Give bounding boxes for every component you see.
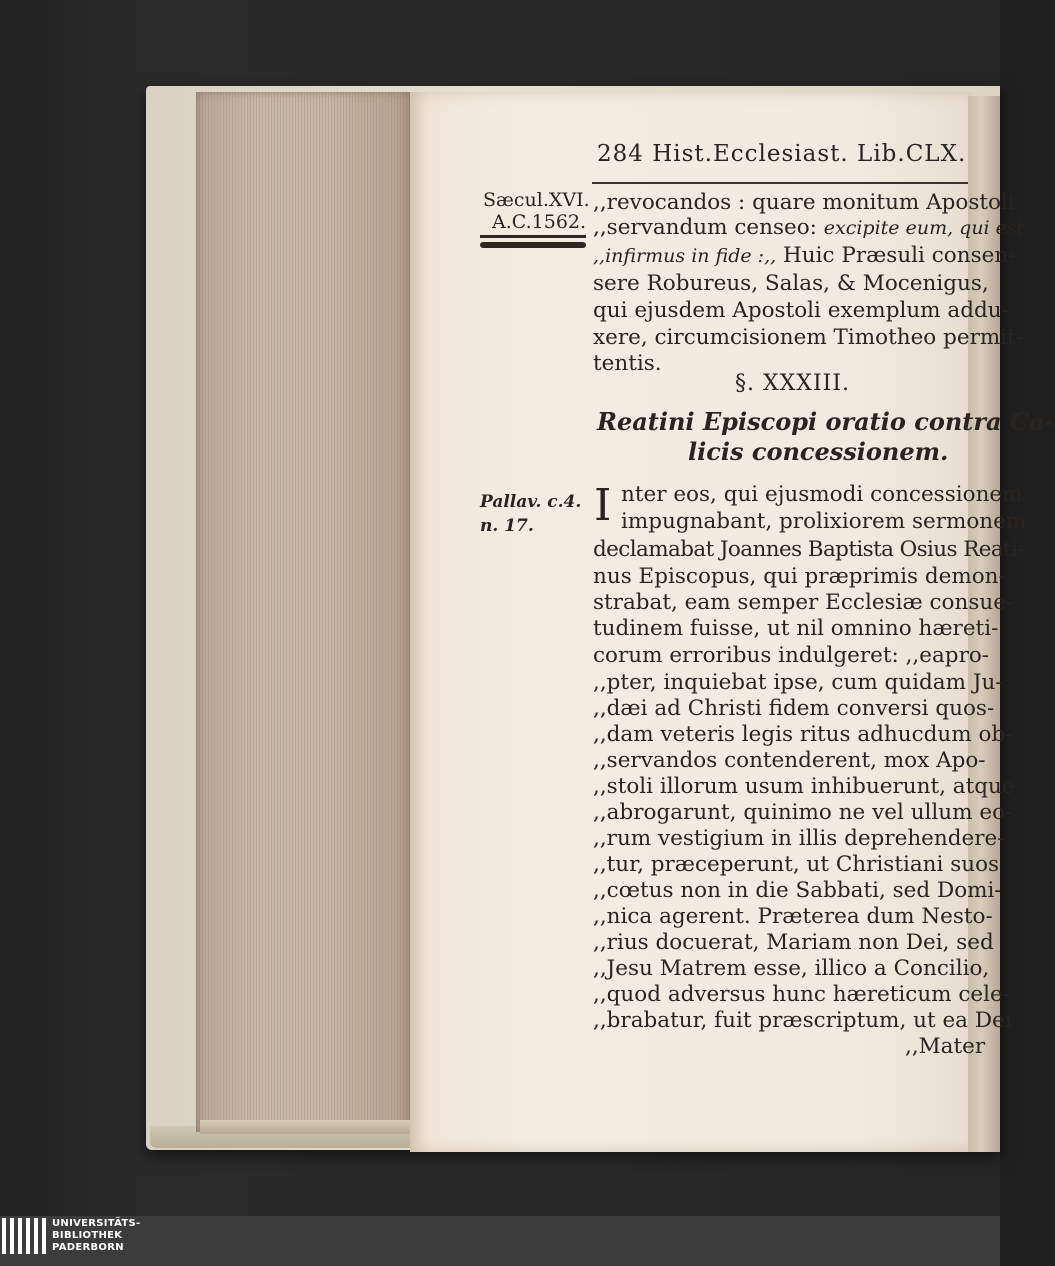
page-block-edges	[196, 92, 412, 1132]
text-line: ,,dam veteris legis ritus adhucdum ob-	[593, 722, 1013, 747]
text-line: ,,cœtus non in die Sabbati, sed Domi-	[593, 878, 1002, 903]
running-header: 284 Hist.Ecclesiast. Lib.CLX.	[597, 141, 967, 167]
text-line	[593, 217, 1024, 239]
text-line: ,,servandos contenderent, mox Apo-	[593, 748, 986, 773]
text-line: ,,revocandos : quare monitum Apostoli	[593, 190, 1015, 215]
text-line: sere Robureus, Salas, & Mocenigus,	[593, 271, 989, 296]
text-line: nus Episcopus, qui præprimis demon-	[593, 564, 1006, 589]
text-line: ,,stoli illorum usum inhibuerunt, atque	[593, 774, 1015, 799]
text-line: ,,rius docuerat, Mariam non Dei, sed	[593, 930, 994, 955]
text-line: tentis.	[593, 351, 662, 376]
text-line: ,,quod adversus hunc hæreticum cele-	[593, 982, 1011, 1007]
text-segment-italic: excipite eum, qui est	[823, 217, 1025, 239]
text-line	[593, 245, 1015, 267]
margin-note-century: Sæcul.XVI.	[483, 189, 590, 211]
text-line: ,,dæi ad Christi fidem conversi quos-	[593, 696, 995, 721]
text-line: ,,abrogarunt, quinimo ne vel ullum eo-	[593, 800, 1013, 825]
margin-rule-thin	[480, 235, 586, 238]
text-line: ,,rum vestigium in illis deprehendere-	[593, 826, 1005, 851]
text-line: corum erroribus indulgeret: ,,eapro-	[593, 643, 990, 668]
text-segment: ,,servandum censeo:	[593, 215, 817, 240]
text-segment-italic: ,,infirmus in fide :,,	[593, 245, 777, 267]
margin-rule-thick	[480, 242, 586, 248]
margin-reference: Pallav. c.4.	[480, 492, 582, 512]
library-logo-line-2: BIBLIOTHEK	[52, 1230, 123, 1241]
text-line: strabat, eam semper Ecclesiæ consue-	[593, 590, 1014, 615]
library-logo-line-1: UNIVERSITÄTS-	[52, 1218, 141, 1229]
text-segment: Huic Præsuli consen-	[783, 243, 1016, 268]
text-line: nter eos, qui ejusmodi concessionem	[621, 482, 1023, 507]
text-line: ,,brabatur, fuit præscriptum, ut ea Dei	[593, 1008, 1012, 1033]
text-line: ,,Jesu Matrem esse, illico a Concilio,	[593, 956, 990, 981]
text-line: ,,pter, inquiebat ipse, cum quidam Ju-	[593, 670, 1003, 695]
section-number: §. XXXIII.	[735, 371, 851, 396]
library-logo-icon	[2, 1218, 46, 1254]
library-logo-line-3: PADERBORN	[52, 1242, 124, 1253]
header-rule	[592, 182, 968, 184]
section-title-line-2: licis concessionem.	[688, 437, 949, 466]
text-line: ,,nica agerent. Præterea dum Nesto-	[593, 904, 993, 929]
text-line: qui ejusdem Apostoli exemplum addu-	[593, 298, 1009, 323]
text-line: impugnabant, prolixiorem sermonem	[621, 509, 1027, 534]
text-line: tudinem fuisse, ut nil omnino hæreti-	[593, 616, 999, 641]
text-line: ,,tur, præceperunt, ut Christiani suos	[593, 852, 1000, 877]
text-line: declamabat Joannes Baptista Osius Reati-	[593, 537, 1025, 562]
text-line: xere, circumcisionem Timotheo permit-	[593, 325, 1024, 350]
footer-bar	[0, 1216, 1000, 1266]
page-block-bottom	[200, 1120, 412, 1134]
margin-reference-number: n. 17.	[480, 516, 534, 536]
drop-cap: I	[594, 480, 612, 531]
catchword: ,,Mater	[905, 1034, 986, 1059]
section-title-line-1: Reatini Episcopi oratio contra Ca-	[597, 407, 1055, 436]
margin-note-year: A.C.1562.	[492, 211, 587, 233]
